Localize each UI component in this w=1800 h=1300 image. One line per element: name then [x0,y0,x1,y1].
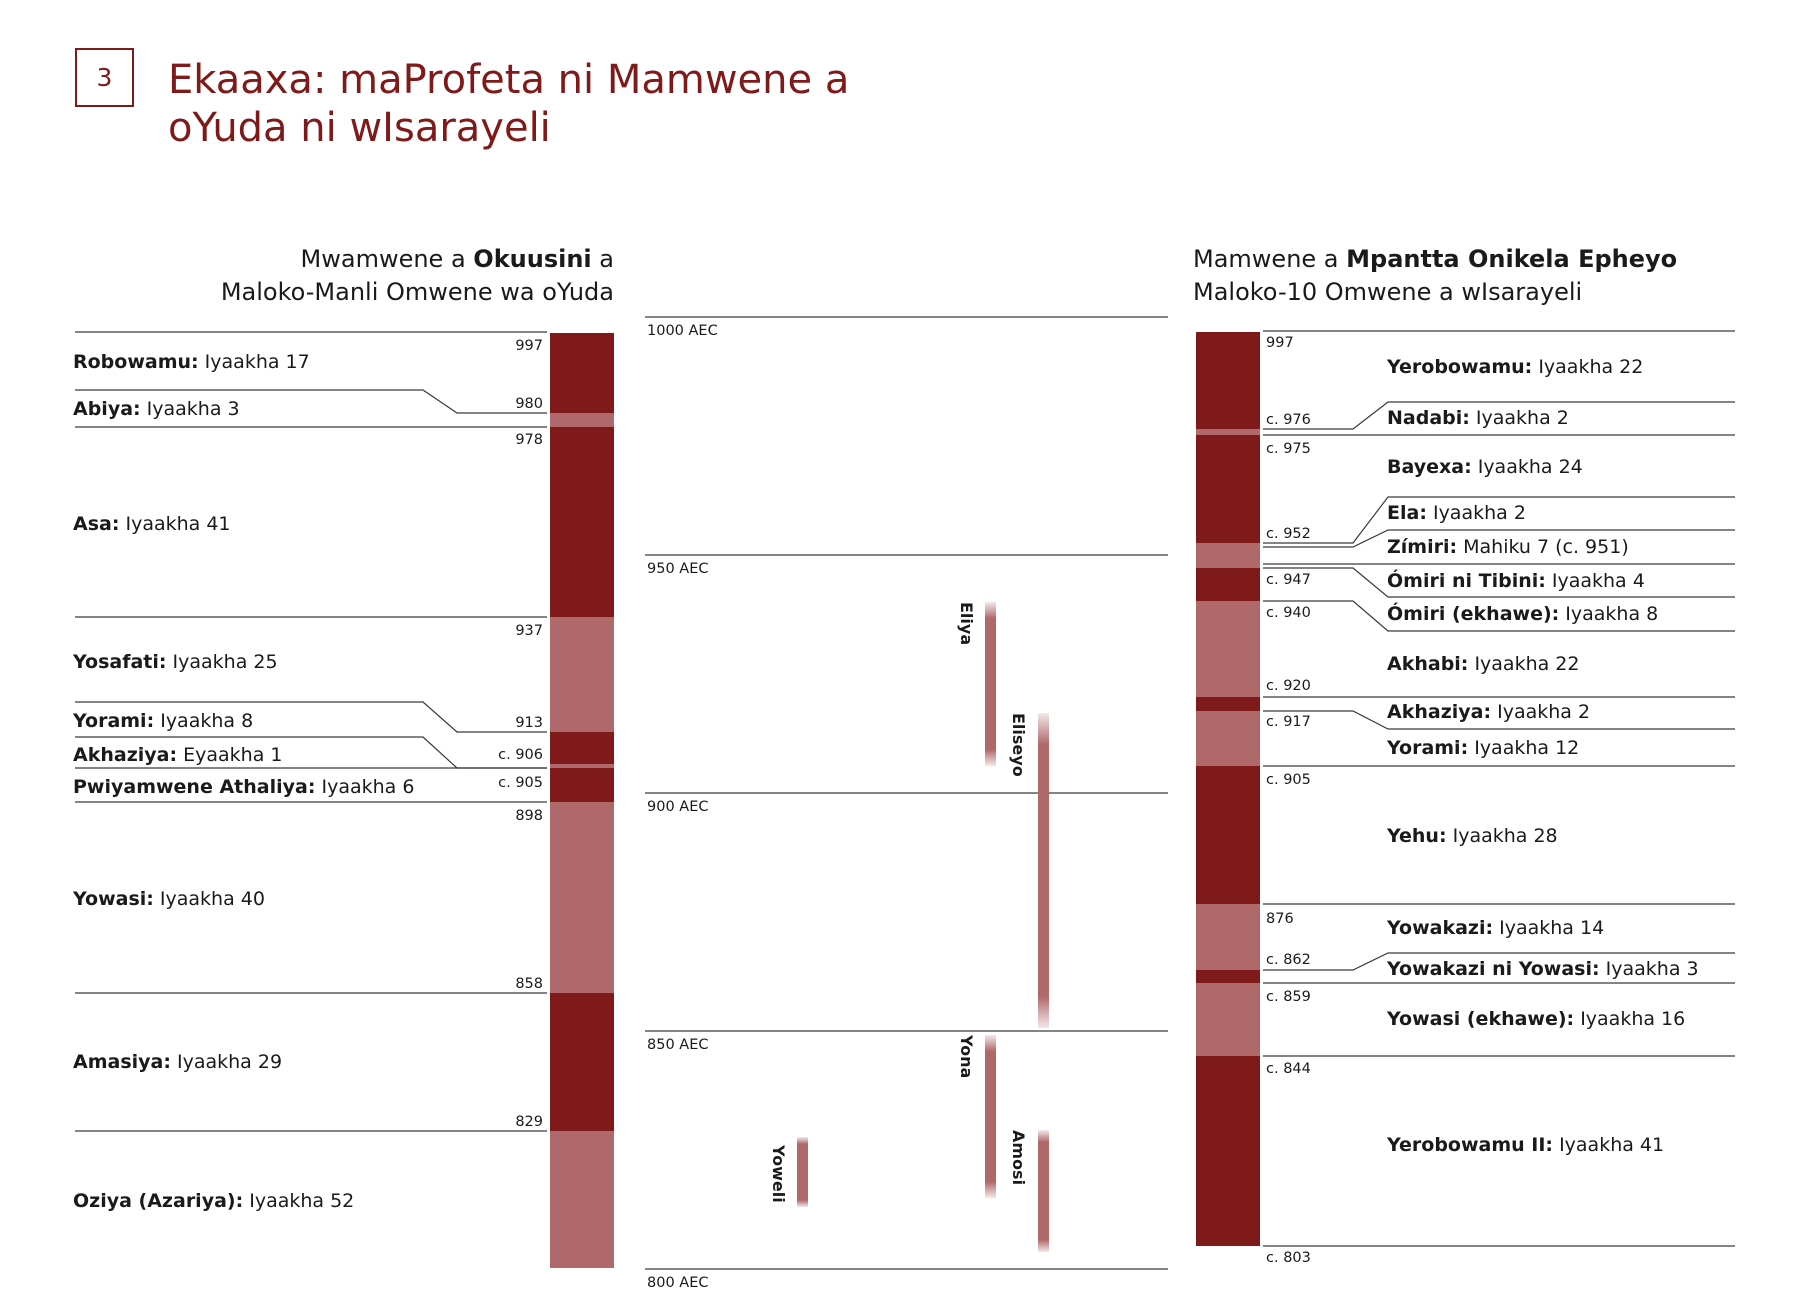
judah-king-label-name: Asa: [73,513,120,535]
israel-king-label-reign: Iyaakha 4 [1545,570,1645,592]
israel-king-label-name: Ómiri (ekhawe): [1387,603,1560,625]
judah-year-label: 898 [515,808,543,824]
israel-reign-bar [1196,711,1260,766]
israel-king-label-name: Yowakazi ni Yowasi: [1387,958,1600,980]
israel-reign-bar [1196,429,1260,435]
israel-year-label: c. 862 [1266,952,1311,968]
judah-reign-bar [550,993,614,1131]
israel-king-label-reign: Iyaakha 8 [1559,603,1659,625]
israel-king-label-reign: Iyaakha 41 [1553,1134,1665,1156]
judah-king-label-reign: Iyaakha 52 [243,1190,355,1212]
prophet-bar [985,602,996,766]
israel-king-label-reign: Iyaakha 14 [1493,917,1605,939]
israel-year-label: 876 [1266,911,1294,927]
judah-king-label [73,351,310,373]
israel-king-label [1386,1008,1685,1030]
israel-year-label: c. 947 [1266,572,1311,588]
timeline-column [645,317,1168,1291]
judah-year-label: 937 [515,623,543,639]
israel-reign-bar [1196,697,1260,711]
israel-column [1196,331,1735,1266]
israel-king-label [1387,701,1590,723]
israel-heading-line2: Maloko-10 Omwene a wIsarayeli [1193,278,1583,306]
judah-king-label-name: Yosafati: [73,651,167,673]
israel-king-label-name: Yehu: [1387,825,1447,847]
judah-king-label-name: Yowasi: [73,888,154,910]
judah-king-label-name: Pwiyamwene Athaliya: [73,776,316,798]
israel-king-label-name: Akhabi: [1387,653,1469,675]
judah-king-label-name: Abiya: [73,398,141,420]
israel-reign-bar [1196,904,1260,970]
israel-king-label-name: Yerobowamu: [1387,356,1533,378]
israel-king-label-name: Yorami: [1387,737,1469,759]
israel-king-label [1386,958,1699,980]
israel-king-label-reign: Iyaakha 16 [1574,1008,1686,1030]
israel-king-label-reign: Iyaakha 3 [1599,958,1699,980]
israel-reign-bar [1196,601,1260,697]
israel-year-label: c. 905 [1266,772,1311,788]
judah-reign-bar [550,764,614,768]
prophet-bar [1038,713,1049,1028]
israel-king-label [1387,536,1629,558]
israel-king-label [1386,356,1643,378]
israel-king-label-reign: Iyaakha 2 [1491,701,1591,723]
israel-king-label [1387,502,1526,524]
israel-heading-bold: Mpantta Onikela Epheyo [1346,245,1678,273]
judah-king-label [73,398,240,420]
judah-king-label-name: Akhaziya: [73,744,178,766]
judah-king-label [72,710,253,732]
page-title: Ekaaxa: maProfeta ni Mamwene a oYuda ni wIsarayeli [168,57,850,151]
israel-king-label [1387,653,1579,675]
israel-year-label: c. 952 [1266,526,1311,542]
israel-king-label-name: Zímiri: [1387,536,1458,558]
israel-king-label-name: Yerobowamu II: [1387,1134,1554,1156]
judah-king-label [73,1190,354,1212]
israel-king-label-reign: Mahiku 7 (c. 951) [1457,536,1629,558]
israel-king-label-reign: Iyaakha 12 [1468,737,1580,759]
judah-king-label [73,1051,282,1073]
judah-year-label: 829 [515,1114,543,1130]
judah-year-label: 913 [515,715,543,731]
israel-year-label: 997 [1266,335,1294,351]
israel-reign-bar [1196,970,1260,983]
judah-king-label [72,651,278,673]
israel-reign-bar [1196,766,1260,904]
israel-king-label-name: Ela: [1387,502,1427,524]
israel-king-label-name: Nadabi: [1387,407,1470,429]
israel-reign-bar [1196,547,1260,568]
judah-king-label-name: Yorami: [73,710,155,732]
israel-king-label [1386,1134,1664,1156]
israel-king-label-reign: Iyaakha 2 [1426,502,1526,524]
israel-year-label: c. 976 [1266,412,1311,428]
judah-reign-bar [550,732,614,764]
israel-year-label: c. 859 [1266,989,1311,1005]
judah-king-label-name: Amasiya: [73,1051,171,1073]
israel-king-label-name: Yowakazi: [1387,917,1494,939]
israel-king-label [1386,737,1579,759]
prophet-label: Yona [957,1035,976,1079]
prophet-bar [797,1137,808,1207]
prophet-label: Amosi [1009,1130,1028,1186]
israel-king-label-reign: Iyaakha 24 [1471,456,1583,478]
judah-heading-post: a [591,245,614,273]
judah-king-label-reign: Iyaakha 40 [153,888,265,910]
judah-reign-bar [550,1131,614,1268]
judah-king-label-reign: Iyaakha 25 [166,651,278,673]
judah-king-label-reign: Eyaakha 1 [177,744,283,766]
judah-column [72,332,614,1268]
judah-king-label [73,744,282,766]
judah-king-label-reign: Iyaakha 8 [154,710,254,732]
timeline-tick-label: 1000 AEC [647,323,718,339]
israel-king-label-name: Ómiri ni Tibini: [1387,570,1546,592]
israel-reign-bar [1196,543,1260,547]
israel-year-label: c. 917 [1266,714,1311,730]
judah-reign-bar [550,413,614,427]
judah-year-label: 980 [515,396,543,412]
israel-king-label [1387,568,1645,592]
israel-king-label [1386,917,1604,939]
judah-heading-bold: Okuusini [473,245,592,273]
israel-king-label-reign: Iyaakha 28 [1446,825,1558,847]
judah-king-label-reign: Iyaakha 6 [315,776,415,798]
timeline-tick-label: 950 AEC [647,561,709,577]
timeline-tick-label: 850 AEC [647,1037,709,1053]
judah-king-label-name: Robowamu: [73,351,199,373]
judah-king-label-reign: Iyaakha 29 [170,1051,283,1073]
israel-king-label-reign: Iyaakha 22 [1532,356,1644,378]
judah-king-label [72,888,265,910]
israel-reign-bar [1196,983,1260,1056]
israel-king-label [1387,456,1583,478]
prophet-bar [985,1035,996,1198]
timeline-tick-label: 900 AEC [647,799,709,815]
prophet-label: Eliseyo [1009,713,1028,777]
israel-king-label-name: Akhaziya: [1387,701,1492,723]
judah-heading-pre: Mwamwene a [300,245,474,273]
judah-year-label: c. 906 [498,747,543,763]
israel-reign-bar [1196,332,1260,429]
israel-reign-bar [1196,1056,1260,1246]
israel-year-label: c. 940 [1266,605,1311,621]
judah-king-label-reign: Iyaakha 41 [119,513,231,535]
israel-year-label: c. 844 [1266,1061,1311,1077]
israel-king-label-reign: Iyaakha 2 [1469,407,1569,429]
israel-year-label: c. 803 [1266,1250,1311,1266]
judah-reign-bar [550,333,614,413]
judah-reign-bar [550,617,614,732]
prophet-bar [1038,1130,1049,1252]
judah-reign-bar [550,768,614,802]
judah-reign-bar [550,427,614,617]
judah-king-label-reign: Iyaakha 3 [140,398,240,420]
judah-year-label: 997 [515,338,543,354]
judah-king-label-reign: Iyaakha 17 [198,351,310,373]
israel-king-label [1386,825,1558,847]
judah-reign-bar [550,802,614,993]
israel-year-label: c. 975 [1266,441,1311,457]
judah-king-label [73,776,414,798]
judah-king-label [73,513,231,535]
israel-reign-bar [1196,568,1260,601]
israel-heading-pre: Mamwene a [1193,245,1347,273]
israel-king-label-name: Yowasi (ekhawe): [1387,1008,1575,1030]
judah-year-label: 858 [515,976,543,992]
judah-year-label: 978 [515,432,543,448]
israel-king-label-reign: Iyaakha 22 [1468,653,1580,675]
section-number: 3 [75,48,134,107]
israel-king-label-name: Bayexa: [1387,456,1472,478]
israel-reign-bar [1196,435,1260,543]
judah-heading-line2: Maloko-Manli Omwene wa oYuda [220,278,614,306]
israel-king-label [1387,601,1658,625]
israel-king-label [1387,407,1569,429]
israel-year-label: c. 920 [1266,678,1311,694]
prophet-label: Eliya [957,602,976,646]
judah-year-label: c. 905 [498,775,543,791]
judah-king-label-name: Oziya (Azariya): [73,1190,244,1212]
prophet-label: Yoweli [769,1145,788,1203]
timeline-tick-label: 800 AEC [647,1275,709,1291]
